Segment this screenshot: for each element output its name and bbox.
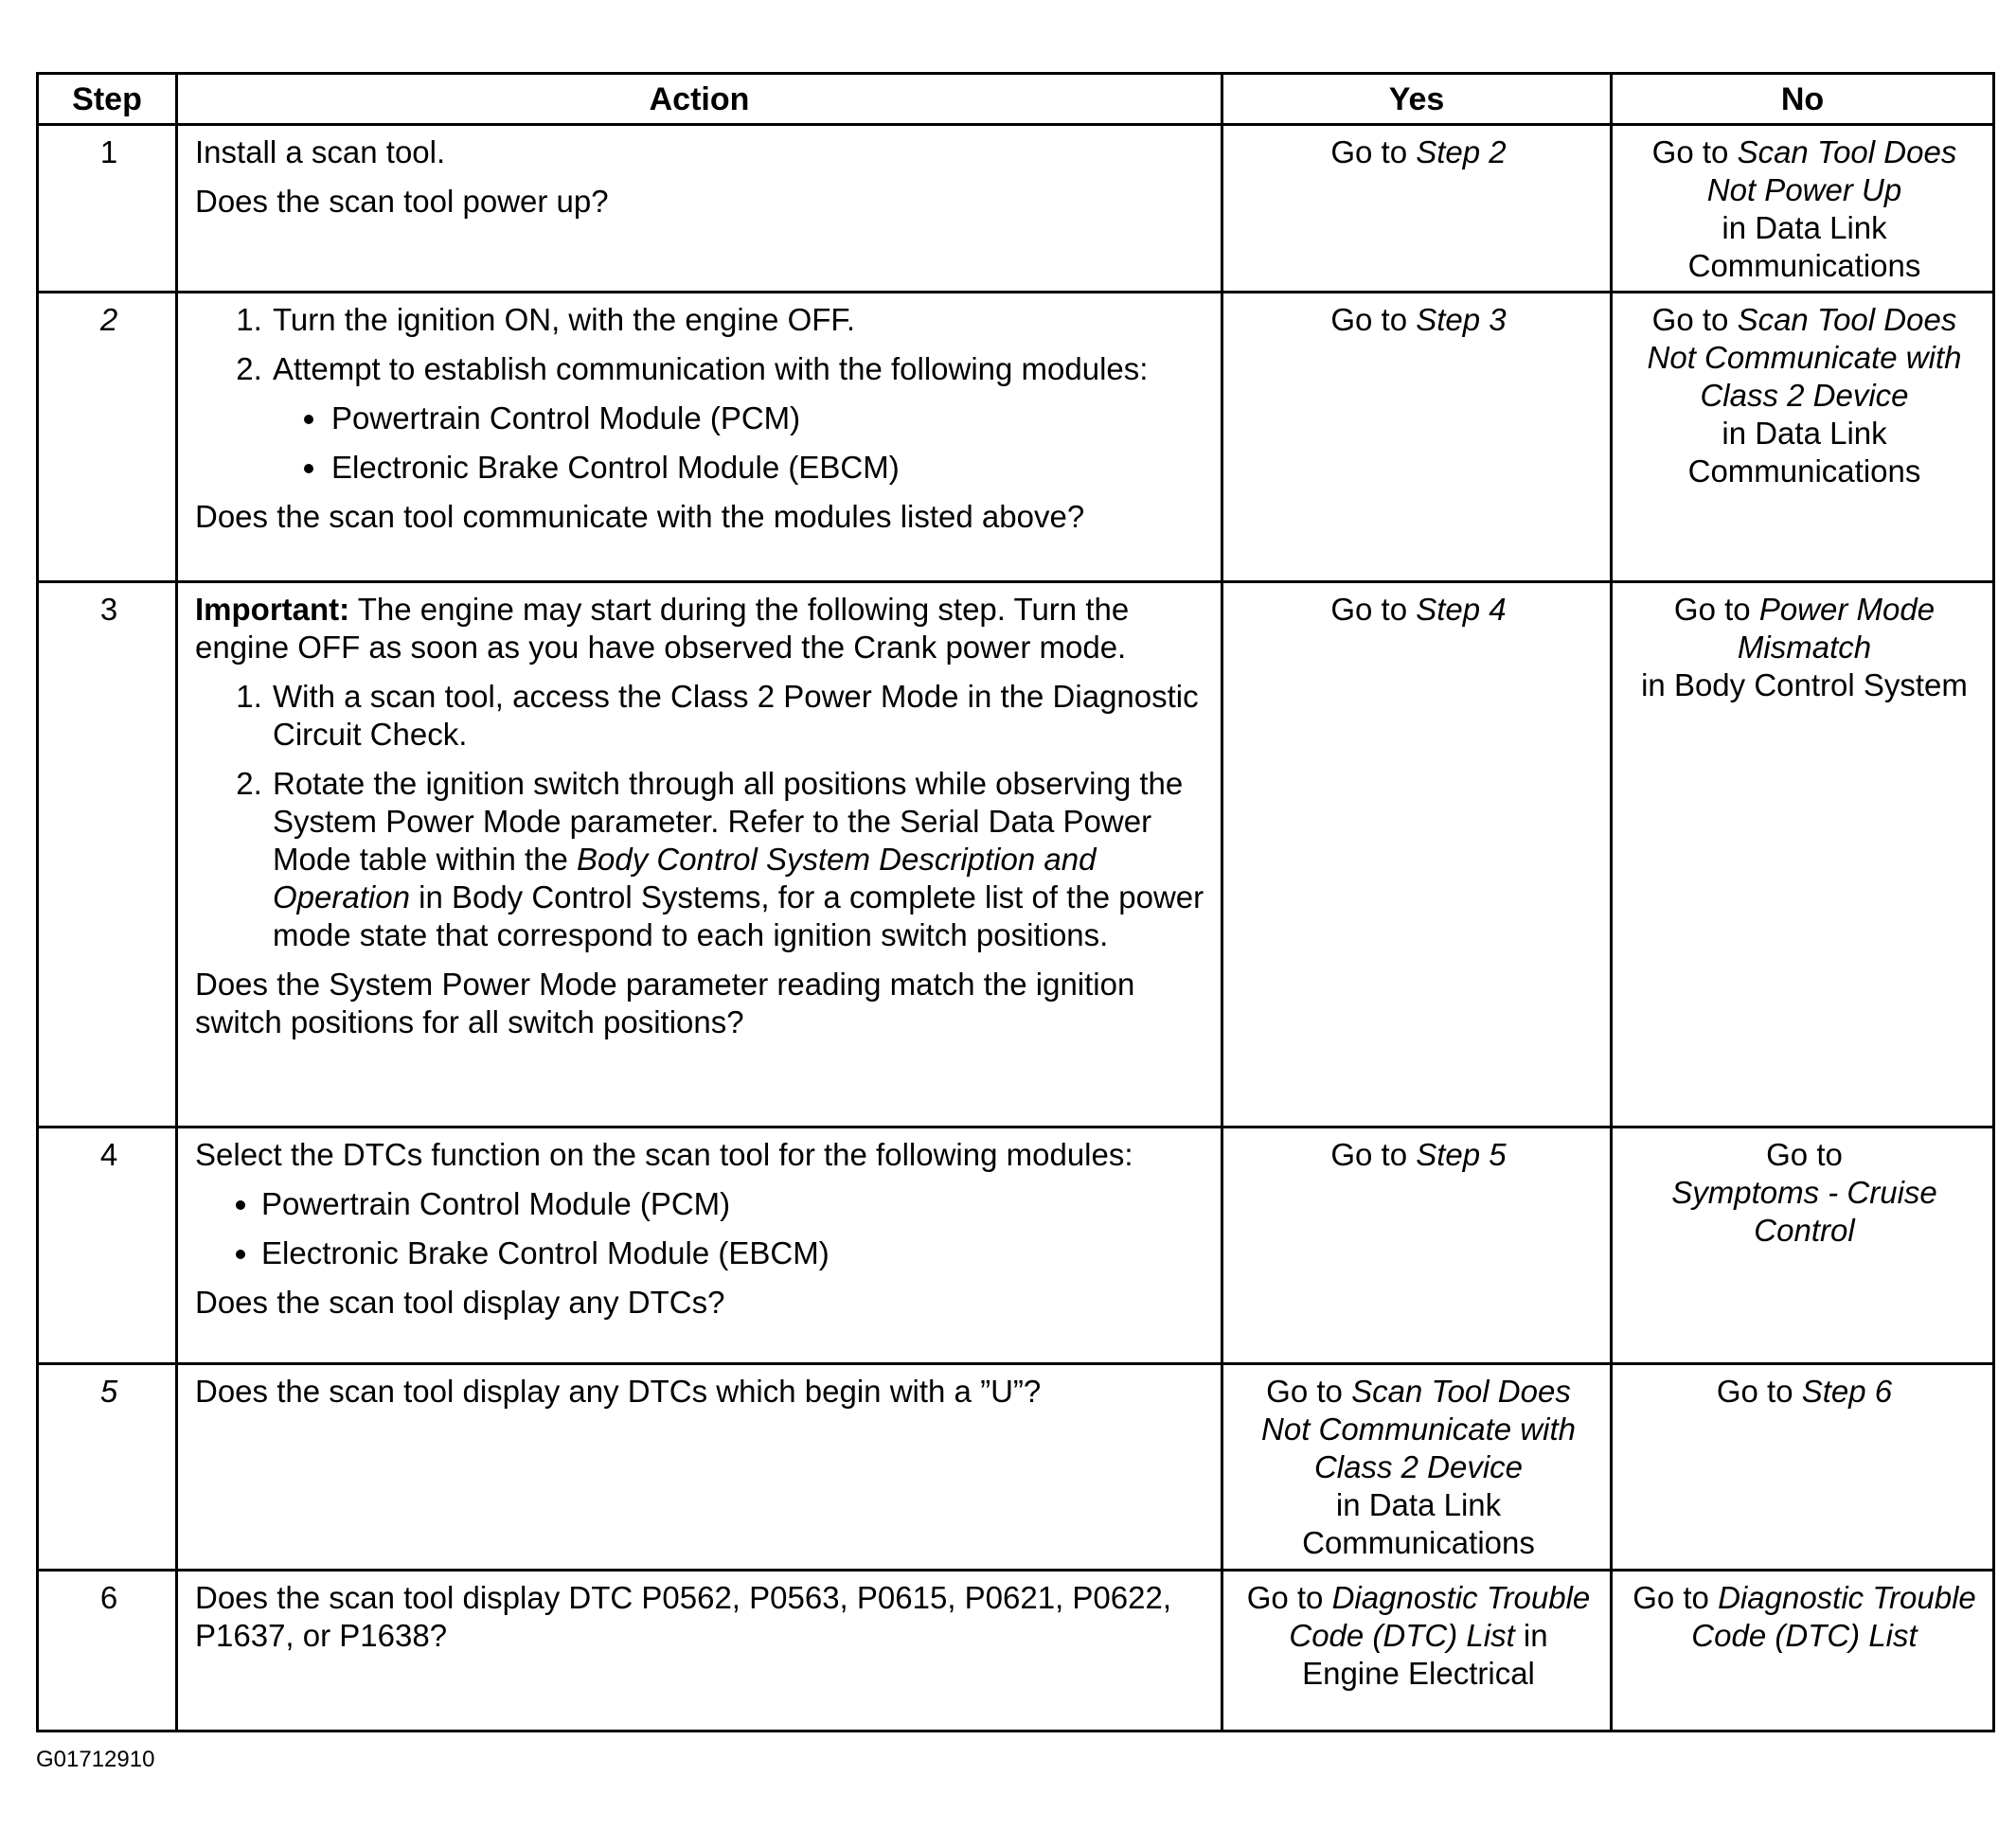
no-text-suffix: in Data Link Communications bbox=[1687, 210, 1921, 283]
step-number: 2 bbox=[38, 293, 177, 582]
step-number: 6 bbox=[38, 1571, 177, 1731]
action-cell bbox=[177, 1571, 1222, 1731]
module-list bbox=[195, 1185, 1207, 1272]
yes-link[interactable]: Step 2 bbox=[1416, 134, 1507, 169]
header-yes: Yes bbox=[1222, 74, 1612, 125]
no-cell bbox=[1612, 1128, 1994, 1364]
action-question: Does the scan tool power up? bbox=[195, 184, 609, 219]
diagnostic-table bbox=[36, 72, 1995, 1732]
yes-link[interactable]: Step 4 bbox=[1416, 592, 1507, 627]
important-note: Important: The engine may start during the following step. Turn the engine OFF as soon as you have observed the Crank power mode. bbox=[195, 592, 1130, 665]
yes-cell bbox=[1222, 125, 1612, 293]
list-item: • Powertrain Control Module (PCM) bbox=[330, 400, 1207, 437]
no-cell bbox=[1612, 1364, 1994, 1571]
no-link[interactable]: Power Mode Mismatch bbox=[1737, 592, 1936, 665]
yes-link[interactable]: Step 5 bbox=[1416, 1137, 1507, 1172]
no-cell bbox=[1612, 582, 1994, 1128]
table-row bbox=[38, 582, 1994, 1128]
yes-link[interactable]: Step 3 bbox=[1416, 302, 1507, 337]
action-step: 2. Rotate the ignition switch through all positions while observing the System Power Mode parameter. Refer to the Serial Data Power Mode table within the Body Control System Description and Operation in Body Control Systems, for a complete list of the power mode state that correspond to each ignition switch positions. bbox=[271, 765, 1207, 954]
action-cell bbox=[177, 1128, 1222, 1364]
no-link[interactable]: Symptoms - Cruise Control bbox=[1671, 1175, 1937, 1248]
no-text: Go to bbox=[1651, 134, 1738, 169]
no-text: Go to bbox=[1651, 302, 1738, 337]
yes-cell bbox=[1222, 582, 1612, 1128]
yes-text: Go to bbox=[1266, 1374, 1352, 1409]
action-question: Does the scan tool display any DTCs which begin with a ”U”? bbox=[195, 1374, 1042, 1409]
list-item: • Electronic Brake Control Module (EBCM) bbox=[261, 1234, 1207, 1272]
yes-cell bbox=[1222, 1571, 1612, 1731]
action-cell bbox=[177, 125, 1222, 293]
header-row bbox=[38, 74, 1994, 125]
action-step: 1. Turn the ignition ON, with the engine OFF. bbox=[271, 301, 1207, 339]
header-step: Step bbox=[38, 74, 177, 125]
no-text: Go to bbox=[1716, 1374, 1802, 1409]
action-cell bbox=[177, 582, 1222, 1128]
yes-text: Go to bbox=[1330, 302, 1417, 337]
yes-link[interactable]: Diagnostic Trouble Code (DTC) List bbox=[1289, 1580, 1591, 1653]
yes-cell bbox=[1222, 1364, 1612, 1571]
reference-link[interactable]: Body Control System Description and Operation bbox=[273, 842, 1097, 914]
action-text: Select the DTCs function on the scan tool for the following modules: bbox=[195, 1137, 1133, 1172]
step-number: 5 bbox=[38, 1364, 177, 1571]
yes-text: Go to bbox=[1330, 134, 1417, 169]
list-item: • Electronic Brake Control Module (EBCM) bbox=[330, 449, 1207, 487]
action-steps bbox=[195, 301, 1207, 487]
step-number: 3 bbox=[38, 582, 177, 1128]
table-row bbox=[38, 293, 1994, 582]
step-number: 4 bbox=[38, 1128, 177, 1364]
step-number: 1 bbox=[38, 125, 177, 293]
header-no: No bbox=[1612, 74, 1994, 125]
yes-text: Go to bbox=[1330, 1137, 1417, 1172]
no-text: Go to bbox=[1632, 1580, 1719, 1615]
yes-text-suffix: in Engine Electrical bbox=[1302, 1618, 1548, 1691]
action-question: Does the scan tool communicate with the modules listed above? bbox=[195, 499, 1085, 534]
header-action: Action bbox=[177, 74, 1222, 125]
no-cell bbox=[1612, 293, 1994, 582]
action-cell bbox=[177, 293, 1222, 582]
yes-text: Go to bbox=[1330, 592, 1417, 627]
action-cell bbox=[177, 1364, 1222, 1571]
action-question: Does the scan tool display any DTCs? bbox=[195, 1285, 725, 1320]
yes-link[interactable]: Scan Tool Does Not Communicate with Class 2 Device bbox=[1261, 1374, 1576, 1484]
module-list bbox=[273, 400, 1207, 487]
no-cell bbox=[1612, 125, 1994, 293]
yes-cell bbox=[1222, 1128, 1612, 1364]
no-text-suffix: in Body Control System bbox=[1641, 667, 1968, 702]
action-steps bbox=[195, 678, 1207, 954]
action-text: Install a scan tool. bbox=[195, 134, 446, 169]
table-row bbox=[38, 1364, 1994, 1571]
table-row bbox=[38, 1128, 1994, 1364]
yes-cell bbox=[1222, 293, 1612, 582]
no-link[interactable]: Scan Tool Does Not Power Up bbox=[1706, 134, 1957, 207]
no-link[interactable]: Diagnostic Trouble Code (DTC) List bbox=[1691, 1580, 1976, 1653]
no-text-suffix: in Data Link Communications bbox=[1687, 416, 1921, 488]
action-question: Does the scan tool display DTC P0562, P0563, P0615, P0621, P0622, P1637, or P1638? bbox=[195, 1580, 1172, 1653]
no-link[interactable]: Step 6 bbox=[1801, 1374, 1893, 1409]
list-item: • Powertrain Control Module (PCM) bbox=[261, 1185, 1207, 1223]
no-text: Go to bbox=[1766, 1137, 1843, 1172]
action-question: Does the System Power Mode parameter reading match the ignition switch positions for all switch positions? bbox=[195, 967, 1135, 1039]
yes-text: Go to bbox=[1246, 1580, 1332, 1615]
no-link[interactable]: Scan Tool Does Not Communicate with Class 2 Device bbox=[1647, 302, 1962, 413]
action-step: 1. With a scan tool, access the Class 2 Power Mode in the Diagnostic Circuit Check. bbox=[271, 678, 1207, 754]
table-row bbox=[38, 125, 1994, 293]
action-step: 2. Attempt to establish communication with the following modules: • Powertrain Control Module (PCM) • Electronic Brake Control Module (EBCM) bbox=[271, 350, 1207, 487]
yes-text-suffix: in Data Link Communications bbox=[1302, 1487, 1535, 1560]
figure-id: G01712910 bbox=[36, 1747, 155, 1772]
table-row bbox=[38, 1571, 1994, 1731]
no-cell bbox=[1612, 1571, 1994, 1731]
no-text: Go to bbox=[1673, 592, 1759, 627]
